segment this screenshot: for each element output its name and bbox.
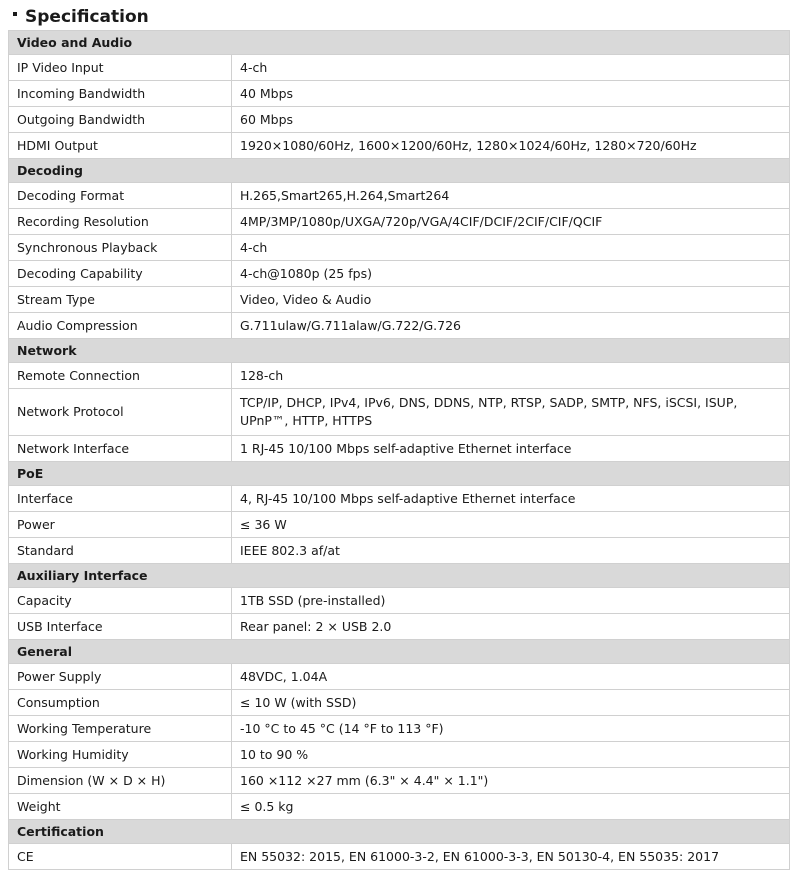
spec-label: Weight [9, 794, 232, 820]
section-header [9, 564, 790, 588]
spec-row [9, 287, 790, 313]
spec-label: Audio Compression [9, 313, 232, 339]
spec-value: 128-ch [232, 363, 790, 389]
spec-label: Outgoing Bandwidth [9, 107, 232, 133]
spec-value: 1TB SSD (pre-installed) [232, 588, 790, 614]
spec-row [9, 742, 790, 768]
spec-row [9, 538, 790, 564]
spec-value: 60 Mbps [232, 107, 790, 133]
spec-value: 48VDC, 1.04A [232, 664, 790, 690]
spec-label: Dimension (W × D × H) [9, 768, 232, 794]
spec-row [9, 209, 790, 235]
spec-value: Video, Video & Audio [232, 287, 790, 313]
spec-value: 4-ch@1080p (25 fps) [232, 261, 790, 287]
spec-row [9, 664, 790, 690]
spec-value: IEEE 802.3 af/at [232, 538, 790, 564]
spec-label: Synchronous Playback [9, 235, 232, 261]
spec-row [9, 614, 790, 640]
spec-label: IP Video Input [9, 55, 232, 81]
spec-label: Remote Connection [9, 363, 232, 389]
spec-table-body [9, 31, 790, 870]
section-title: Auxiliary Interface [9, 564, 790, 588]
spec-label: Working Temperature [9, 716, 232, 742]
spec-table [8, 30, 790, 870]
section-header [9, 462, 790, 486]
spec-row [9, 716, 790, 742]
spec-value: ≤ 10 W (with SSD) [232, 690, 790, 716]
spec-value: 1920×1080/60Hz, 1600×1200/60Hz, 1280×1024/60Hz, 1280×720/60Hz [232, 133, 790, 159]
spec-row [9, 55, 790, 81]
section-header [9, 640, 790, 664]
spec-value: TCP/IP, DHCP, IPv4, IPv6, DNS, DDNS, NTP, RTSP, SADP, SMTP, NFS, iSCSI, ISUP, UPnP™, HTTP, HTTPS [232, 389, 790, 436]
spec-label: Incoming Bandwidth [9, 81, 232, 107]
spec-row [9, 107, 790, 133]
spec-row [9, 768, 790, 794]
section-title: General [9, 640, 790, 664]
spec-value: 10 to 90 % [232, 742, 790, 768]
spec-value: 4, RJ-45 10/100 Mbps self-adaptive Ethernet interface [232, 486, 790, 512]
section-title: Network [9, 339, 790, 363]
spec-row [9, 81, 790, 107]
spec-value: 4-ch [232, 55, 790, 81]
spec-label: Interface [9, 486, 232, 512]
spec-label: Consumption [9, 690, 232, 716]
spec-label: Power Supply [9, 664, 232, 690]
spec-row [9, 313, 790, 339]
spec-value: 1 RJ-45 10/100 Mbps self-adaptive Ethernet interface [232, 436, 790, 462]
spec-value: 40 Mbps [232, 81, 790, 107]
section-header [9, 31, 790, 55]
spec-label: Working Humidity [9, 742, 232, 768]
spec-row [9, 844, 790, 870]
spec-value: Rear panel: 2 × USB 2.0 [232, 614, 790, 640]
spec-value: -10 °C to 45 °C (14 °F to 113 °F) [232, 716, 790, 742]
spec-label: Recording Resolution [9, 209, 232, 235]
spec-label: Network Interface [9, 436, 232, 462]
section-title: Decoding [9, 159, 790, 183]
spec-row [9, 133, 790, 159]
spec-row [9, 389, 790, 436]
section-title: Video and Audio [9, 31, 790, 55]
spec-value: EN 55032: 2015, EN 61000-3-2, EN 61000-3-3, EN 50130-4, EN 55035: 2017 [232, 844, 790, 870]
spec-label: Standard [9, 538, 232, 564]
spec-value: 4MP/3MP/1080p/UXGA/720p/VGA/4CIF/DCIF/2CIF/CIF/QCIF [232, 209, 790, 235]
section-title: PoE [9, 462, 790, 486]
spec-label: USB Interface [9, 614, 232, 640]
spec-row [9, 436, 790, 462]
spec-label: HDMI Output [9, 133, 232, 159]
spec-row [9, 261, 790, 287]
spec-header [0, 0, 798, 30]
spec-row [9, 794, 790, 820]
spec-value: ≤ 36 W [232, 512, 790, 538]
spec-label: CE [9, 844, 232, 870]
section-header [9, 339, 790, 363]
spec-value: 4-ch [232, 235, 790, 261]
spec-value: 160 ×112 ×27 mm (6.3" × 4.4" × 1.1") [232, 768, 790, 794]
spec-row [9, 512, 790, 538]
spec-label: Network Protocol [9, 389, 232, 436]
spec-row [9, 588, 790, 614]
section-title: Certification [9, 820, 790, 844]
spec-value: ≤ 0.5 kg [232, 794, 790, 820]
spec-row [9, 486, 790, 512]
spec-row [9, 690, 790, 716]
spec-value: G.711ulaw/G.711alaw/G.722/G.726 [232, 313, 790, 339]
spec-row [9, 183, 790, 209]
spec-value: H.265,Smart265,H.264,Smart264 [232, 183, 790, 209]
spec-label: Decoding Format [9, 183, 232, 209]
spec-label: Capacity [9, 588, 232, 614]
section-header [9, 159, 790, 183]
spec-row [9, 235, 790, 261]
spec-row [9, 363, 790, 389]
bullet-icon [13, 12, 17, 16]
spec-label: Power [9, 512, 232, 538]
page-title: Specification [25, 7, 149, 27]
spec-label: Decoding Capability [9, 261, 232, 287]
spec-label: Stream Type [9, 287, 232, 313]
